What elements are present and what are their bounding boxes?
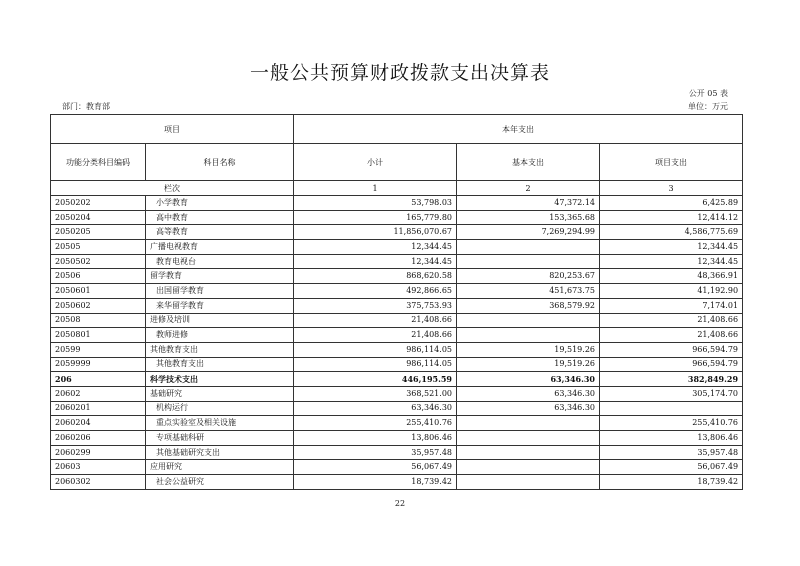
page-number: 22 [394, 499, 406, 508]
table-row [51, 313, 743, 328]
cell-subtotal: 12,344.45 [294, 240, 457, 255]
cell-basic [457, 445, 600, 460]
header-subtotal: 小计 [294, 144, 457, 181]
cell-basic: 7,269,294.99 [457, 225, 600, 240]
cell-code: 20602 [51, 386, 146, 401]
cell-subtotal: 368,521.00 [294, 386, 457, 401]
cell-subtotal: 255,410.76 [294, 416, 457, 431]
cell-subtotal: 63,346.30 [294, 401, 457, 416]
cell-project: 21,408.66 [600, 328, 743, 343]
cell-project: 12,414.12 [600, 210, 743, 225]
cell-project: 12,344.45 [600, 240, 743, 255]
column-number-row [51, 181, 743, 196]
cell-project: 56,067.49 [600, 460, 743, 475]
table-row [51, 357, 743, 372]
cell-subtotal: 18,739.42 [294, 475, 457, 490]
cell-project: 382,849.29 [600, 372, 743, 387]
cell-project: 7,174.01 [600, 298, 743, 313]
table-row [51, 460, 743, 475]
table-row [51, 431, 743, 446]
department-label: 部门：教育部 [62, 102, 110, 111]
cell-code: 20505 [51, 240, 146, 255]
header-name: 科目名称 [146, 144, 294, 181]
table-row [51, 269, 743, 284]
header-project: 项目 [51, 115, 294, 144]
cell-project: 305,174.70 [600, 386, 743, 401]
cell-subtotal: 375,753.93 [294, 298, 457, 313]
table-row [51, 401, 743, 416]
cell-basic: 63,346.30 [457, 372, 600, 387]
cell-basic: 19,519.26 [457, 342, 600, 357]
table-row [51, 254, 743, 269]
column-label: 栏次 [51, 181, 294, 196]
cell-name: 教育电视台 [146, 254, 294, 269]
cell-basic: 19,519.26 [457, 357, 600, 372]
cell-name: 来华留学教育 [146, 298, 294, 313]
cell-code: 2060206 [51, 431, 146, 446]
cell-subtotal: 986,114.05 [294, 357, 457, 372]
cell-subtotal: 492,866.65 [294, 284, 457, 299]
expenditure-table [50, 114, 743, 490]
table-row [51, 210, 743, 225]
form-number: 公开 05 表 [688, 89, 728, 98]
table-row [51, 445, 743, 460]
cell-basic [457, 254, 600, 269]
cell-name: 其他基础研究支出 [146, 445, 294, 460]
table-row [51, 298, 743, 313]
column-number-1: 1 [294, 181, 457, 196]
cell-project: 41,192.90 [600, 284, 743, 299]
cell-name: 广播电视教育 [146, 240, 294, 255]
cell-project: 18,739.42 [600, 475, 743, 490]
cell-name: 其他教育支出 [146, 342, 294, 357]
cell-basic: 820,253.67 [457, 269, 600, 284]
table-row [51, 225, 743, 240]
cell-name: 基础研究 [146, 386, 294, 401]
cell-project: 35,957.48 [600, 445, 743, 460]
cell-basic: 47,372.14 [457, 196, 600, 211]
cell-name: 出国留学教育 [146, 284, 294, 299]
cell-name: 进修及培训 [146, 313, 294, 328]
cell-name: 应用研究 [146, 460, 294, 475]
table-row [51, 196, 743, 211]
table-row [51, 328, 743, 343]
cell-subtotal: 53,798.03 [294, 196, 457, 211]
cell-name: 科学技术支出 [146, 372, 294, 387]
cell-basic: 368,579.92 [457, 298, 600, 313]
cell-subtotal: 21,408.66 [294, 313, 457, 328]
cell-project: 966,594.79 [600, 342, 743, 357]
cell-code: 20506 [51, 269, 146, 284]
cell-code: 2050204 [51, 210, 146, 225]
page-title: 一般公共预算财政拨款支出决算表 [249, 62, 550, 84]
header-row-1 [51, 115, 743, 144]
cell-code: 2060201 [51, 401, 146, 416]
unit-label: 单位：万元 [688, 102, 728, 111]
cell-name: 教师进修 [146, 328, 294, 343]
header-current-year: 本年支出 [294, 115, 743, 144]
cell-project: 255,410.76 [600, 416, 743, 431]
header-code: 功能分类科目编码 [51, 144, 146, 181]
cell-code: 20508 [51, 313, 146, 328]
cell-subtotal: 35,957.48 [294, 445, 457, 460]
cell-name: 其他教育支出 [146, 357, 294, 372]
cell-basic [457, 475, 600, 490]
cell-subtotal: 446,195.59 [294, 372, 457, 387]
cell-basic: 63,346.30 [457, 386, 600, 401]
cell-subtotal: 13,806.46 [294, 431, 457, 446]
cell-basic [457, 460, 600, 475]
cell-basic: 451,673.75 [457, 284, 600, 299]
cell-project [600, 401, 743, 416]
cell-code: 2059999 [51, 357, 146, 372]
cell-project: 21,408.66 [600, 313, 743, 328]
cell-code: 2050601 [51, 284, 146, 299]
cell-name: 高中教育 [146, 210, 294, 225]
cell-name: 机构运行 [146, 401, 294, 416]
header-project-expenditure: 项目支出 [600, 144, 743, 181]
table-row [51, 475, 743, 490]
cell-code: 2060204 [51, 416, 146, 431]
cell-name: 重点实验室及相关设施 [146, 416, 294, 431]
cell-code: 206 [51, 372, 146, 387]
cell-basic [457, 328, 600, 343]
cell-subtotal: 868,620.58 [294, 269, 457, 284]
table-row [51, 342, 743, 357]
cell-basic [457, 313, 600, 328]
cell-project: 48,366.91 [600, 269, 743, 284]
cell-subtotal: 21,408.66 [294, 328, 457, 343]
table-row [51, 386, 743, 401]
cell-project: 4,586,775.69 [600, 225, 743, 240]
cell-name: 高等教育 [146, 225, 294, 240]
cell-basic [457, 240, 600, 255]
cell-code: 2050602 [51, 298, 146, 313]
cell-subtotal: 986,114.05 [294, 342, 457, 357]
cell-basic [457, 431, 600, 446]
table-row [51, 416, 743, 431]
cell-subtotal: 165,779.80 [294, 210, 457, 225]
table-row [51, 372, 743, 387]
column-number-2: 2 [457, 181, 600, 196]
header-basic: 基本支出 [457, 144, 600, 181]
cell-code: 2050502 [51, 254, 146, 269]
cell-basic: 63,346.30 [457, 401, 600, 416]
cell-name: 小学教育 [146, 196, 294, 211]
header-row-2 [51, 144, 743, 181]
cell-name: 留学教育 [146, 269, 294, 284]
cell-code: 20603 [51, 460, 146, 475]
cell-subtotal: 12,344.45 [294, 254, 457, 269]
cell-basic [457, 416, 600, 431]
cell-code: 2050205 [51, 225, 146, 240]
cell-code: 2060299 [51, 445, 146, 460]
table-row [51, 284, 743, 299]
cell-code: 20599 [51, 342, 146, 357]
cell-basic: 153,365.68 [457, 210, 600, 225]
cell-project: 966,594.79 [600, 357, 743, 372]
column-number-3: 3 [600, 181, 743, 196]
cell-name: 社会公益研究 [146, 475, 294, 490]
cell-project: 12,344.45 [600, 254, 743, 269]
cell-project: 6,425.89 [600, 196, 743, 211]
cell-code: 2050801 [51, 328, 146, 343]
cell-code: 2050202 [51, 196, 146, 211]
cell-name: 专项基础科研 [146, 431, 294, 446]
cell-subtotal: 11,856,070.67 [294, 225, 457, 240]
table-row [51, 240, 743, 255]
cell-project: 13,806.46 [600, 431, 743, 446]
cell-subtotal: 56,067.49 [294, 460, 457, 475]
cell-code: 2060302 [51, 475, 146, 490]
